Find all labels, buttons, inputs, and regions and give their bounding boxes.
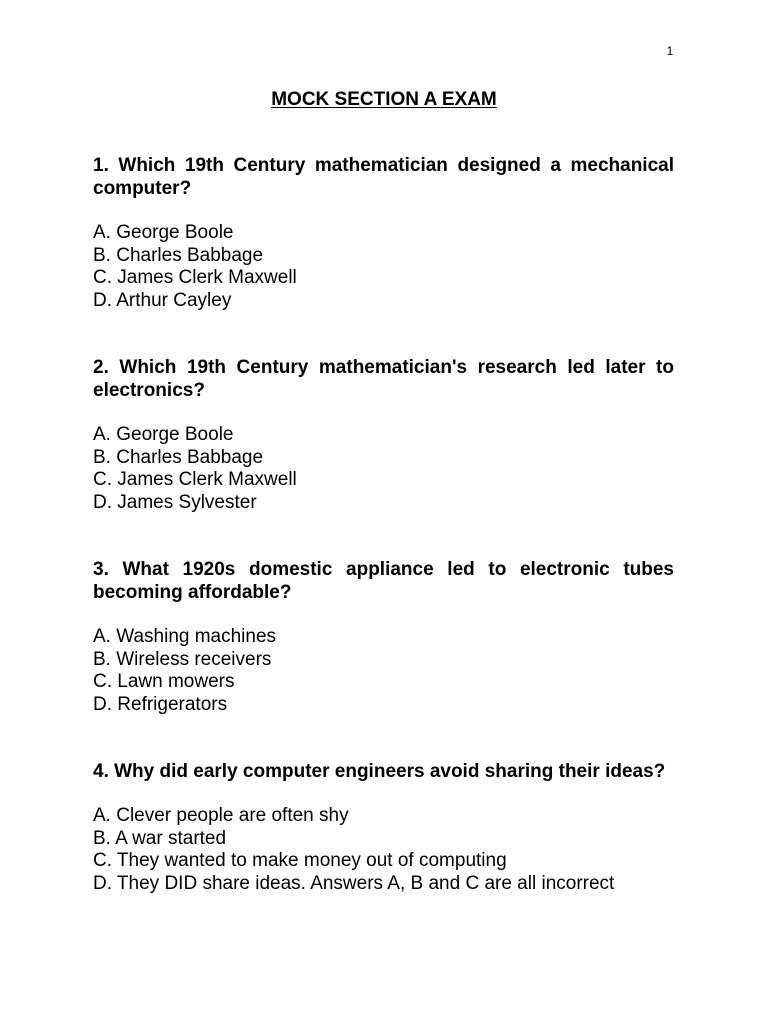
answer-option-d: D. They DID share ideas. Answers A, B and C are all incorrect [93, 872, 615, 894]
answer-option-a: A. George Boole [93, 424, 234, 445]
question-2 [93, 356, 674, 514]
question-3 [93, 558, 674, 716]
question-1 [93, 154, 674, 312]
answer-option-c: C. They wanted to make money out of computing [93, 850, 507, 871]
answer-option-c: C. Lawn mowers [93, 671, 235, 692]
answer-option-b: B. A war started [93, 827, 227, 849]
question-text: 1. Which 19th Century mathematician designed a mechanical computer? [93, 155, 674, 199]
answer-option-a: A. Washing machines [93, 626, 277, 647]
answer-option-b: B. Charles Babbage [93, 244, 264, 266]
answer-options [93, 222, 674, 312]
answer-option-d: D. Refrigerators [93, 693, 228, 715]
question-4 [93, 760, 674, 895]
page-number: 1 [666, 44, 674, 58]
answer-options [93, 805, 674, 895]
answer-option-c: C. James Clerk Maxwell [93, 267, 297, 288]
question-text: 3. What 1920s domestic appliance led to electronic tubes becoming affordable? [93, 559, 674, 603]
answer-option-d: D. Arthur Cayley [93, 289, 232, 311]
page-title: MOCK SECTION A EXAM [271, 89, 497, 110]
answer-options [93, 424, 674, 514]
answer-option-c: C. James Clerk Maxwell [93, 469, 297, 490]
answer-option-a: A. George Boole [93, 222, 234, 243]
answer-options [93, 626, 674, 716]
answer-option-d: D. James Sylvester [93, 491, 257, 513]
answer-option-b: B. Wireless receivers [93, 648, 272, 670]
question-text: 2. Which 19th Century mathematician's research led later to electronics? [93, 357, 674, 401]
answer-option-b: B. Charles Babbage [93, 446, 264, 468]
answer-option-a: A. Clever people are often shy [93, 805, 349, 826]
question-text: 4. Why did early computer engineers avoid sharing their ideas? [93, 761, 666, 782]
